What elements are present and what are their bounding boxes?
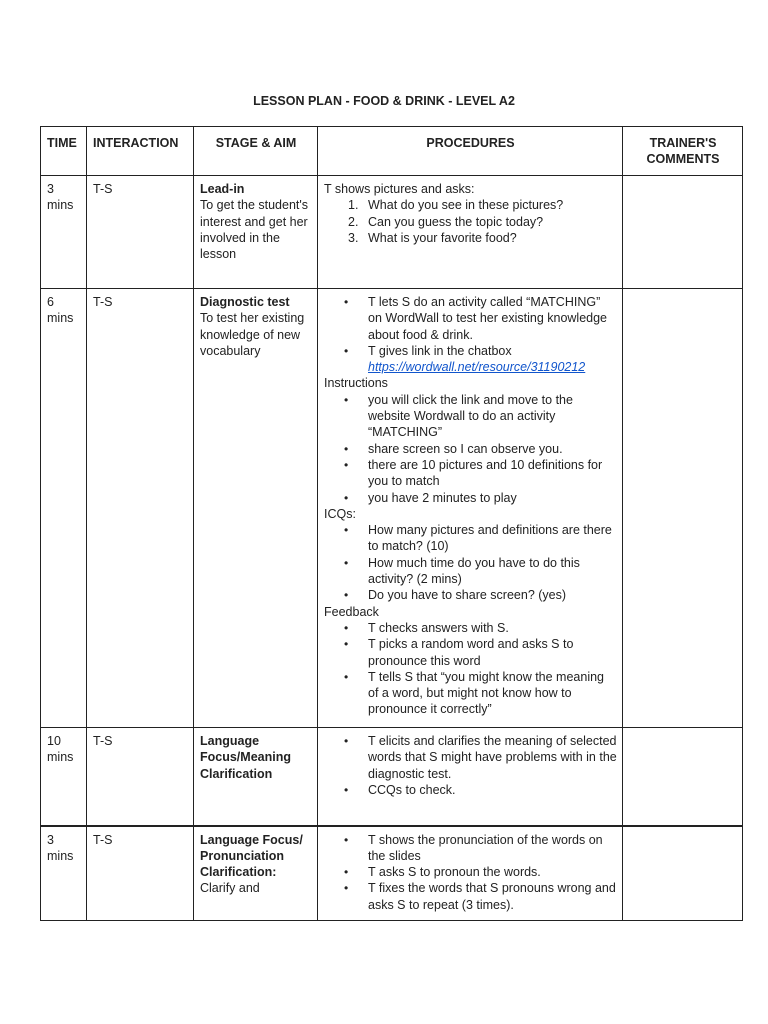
list-item: • T elicits and clarifies the meaning of selected words that S might have problems with in the diagnostic test. — [368, 733, 617, 782]
list-item: 2. Can you guess the topic today? — [348, 214, 544, 229]
procedure-list — [324, 832, 617, 913]
procedure-list — [324, 733, 617, 798]
time-cell: 3 mins — [41, 176, 87, 289]
comments-cell — [623, 728, 743, 826]
header-time: TIME — [41, 127, 87, 176]
list-item: • T fixes the words that S pronouns wrong and asks S to repeat (3 times). — [368, 880, 617, 913]
stage-title: Language Focus/Meaning Clarification — [200, 734, 291, 781]
procedures-cell — [318, 176, 623, 289]
time-cell: 6 mins — [41, 289, 87, 728]
procedures-cell — [318, 728, 623, 826]
list-item: • T gives link in the chatbox https://wordwall.net/resource/31190212 — [368, 343, 617, 376]
feedback-label: Feedback — [324, 604, 379, 619]
document-title: LESSON PLAN - FOOD & DRINK - LEVEL A2 — [253, 94, 515, 108]
list-item: • CCQs to check. — [368, 782, 617, 798]
header-procedures: PROCEDURES — [318, 127, 623, 176]
table-row — [41, 728, 743, 826]
instructions-label: Instructions — [324, 376, 388, 391]
list-item: • there are 10 pictures and 10 definitions for you to match — [368, 457, 617, 490]
list-item: • How many pictures and definitions are there to match? (10) — [368, 522, 617, 555]
time-cell: 10 mins — [41, 728, 87, 826]
stage-aim: To get the student's interest and get her involved in the lesson — [200, 198, 309, 262]
stage-title: Language Focus/ Pronunciation Clarification: — [200, 832, 303, 880]
list-item: 1. What do you see in these pictures? — [348, 198, 564, 213]
interaction-cell: T-S — [87, 826, 194, 921]
interaction-cell: T-S — [87, 176, 194, 289]
list-item: • How much time do you have to do this activity? (2 mins) — [368, 555, 617, 588]
table-row — [41, 176, 743, 289]
stage-title: Lead-in — [200, 182, 245, 196]
list-item: • T checks answers with S. — [368, 620, 617, 636]
list-item: 3. What is your favorite food? — [348, 230, 517, 245]
stage-aim: Clarify and — [200, 881, 260, 896]
list-item: • T shows the pronunciation of the words on the slides — [368, 832, 617, 865]
stage-title: Diagnostic test — [200, 295, 290, 309]
list-item: • T asks S to pronoun the words. — [368, 864, 617, 880]
instructions-list — [324, 392, 617, 506]
list-item: • share screen so I can observe you. — [368, 441, 617, 457]
time-cell: 3 mins — [41, 826, 87, 921]
icqs-label: ICQs: — [324, 506, 356, 521]
stage-cell — [194, 728, 318, 826]
stage-cell — [194, 289, 318, 728]
interaction-cell: T-S — [87, 289, 194, 728]
table-row — [41, 289, 743, 728]
list-item: • you will click the link and move to the website Wordwall to do an activity “MATCHING” — [368, 392, 617, 441]
header-interaction: INTERACTION — [87, 127, 194, 176]
header-trainer-comments: TRAINER'S COMMENTS — [623, 127, 743, 176]
activity-list — [324, 294, 617, 375]
comments-cell — [623, 176, 743, 289]
list-item: • T tells S that “you might know the meaning of a word, but might not know how to pronounce it correctly” — [368, 669, 617, 718]
list-item: • T lets S do an activity called “MATCHING” on WordWall to test her existing knowledge about food & drink. — [368, 294, 617, 343]
comments-cell — [623, 826, 743, 921]
list-item: • Do you have to share screen? (yes) — [368, 587, 617, 603]
header-stage-aim: STAGE & AIM — [194, 127, 318, 176]
wordwall-link[interactable]: https://wordwall.net/resource/31190212 — [368, 360, 586, 375]
icqs-list — [324, 522, 617, 603]
stage-cell — [194, 826, 318, 921]
question-list — [324, 197, 617, 246]
procedures-cell — [318, 289, 623, 728]
procedures-cell — [318, 826, 623, 921]
table-row — [41, 826, 743, 921]
header-row — [41, 127, 743, 176]
procedure-intro: T shows pictures and asks: — [324, 182, 475, 196]
stage-aim: To test her existing knowledge of new vocabulary — [200, 311, 305, 358]
interaction-cell: T-S — [87, 728, 194, 826]
list-item: • you have 2 minutes to play — [368, 490, 617, 506]
feedback-list — [324, 620, 617, 718]
stage-cell — [194, 176, 318, 289]
comments-cell — [623, 289, 743, 728]
lesson-plan-table — [40, 126, 743, 921]
list-item: • T picks a random word and asks S to pronounce this word — [368, 636, 617, 669]
